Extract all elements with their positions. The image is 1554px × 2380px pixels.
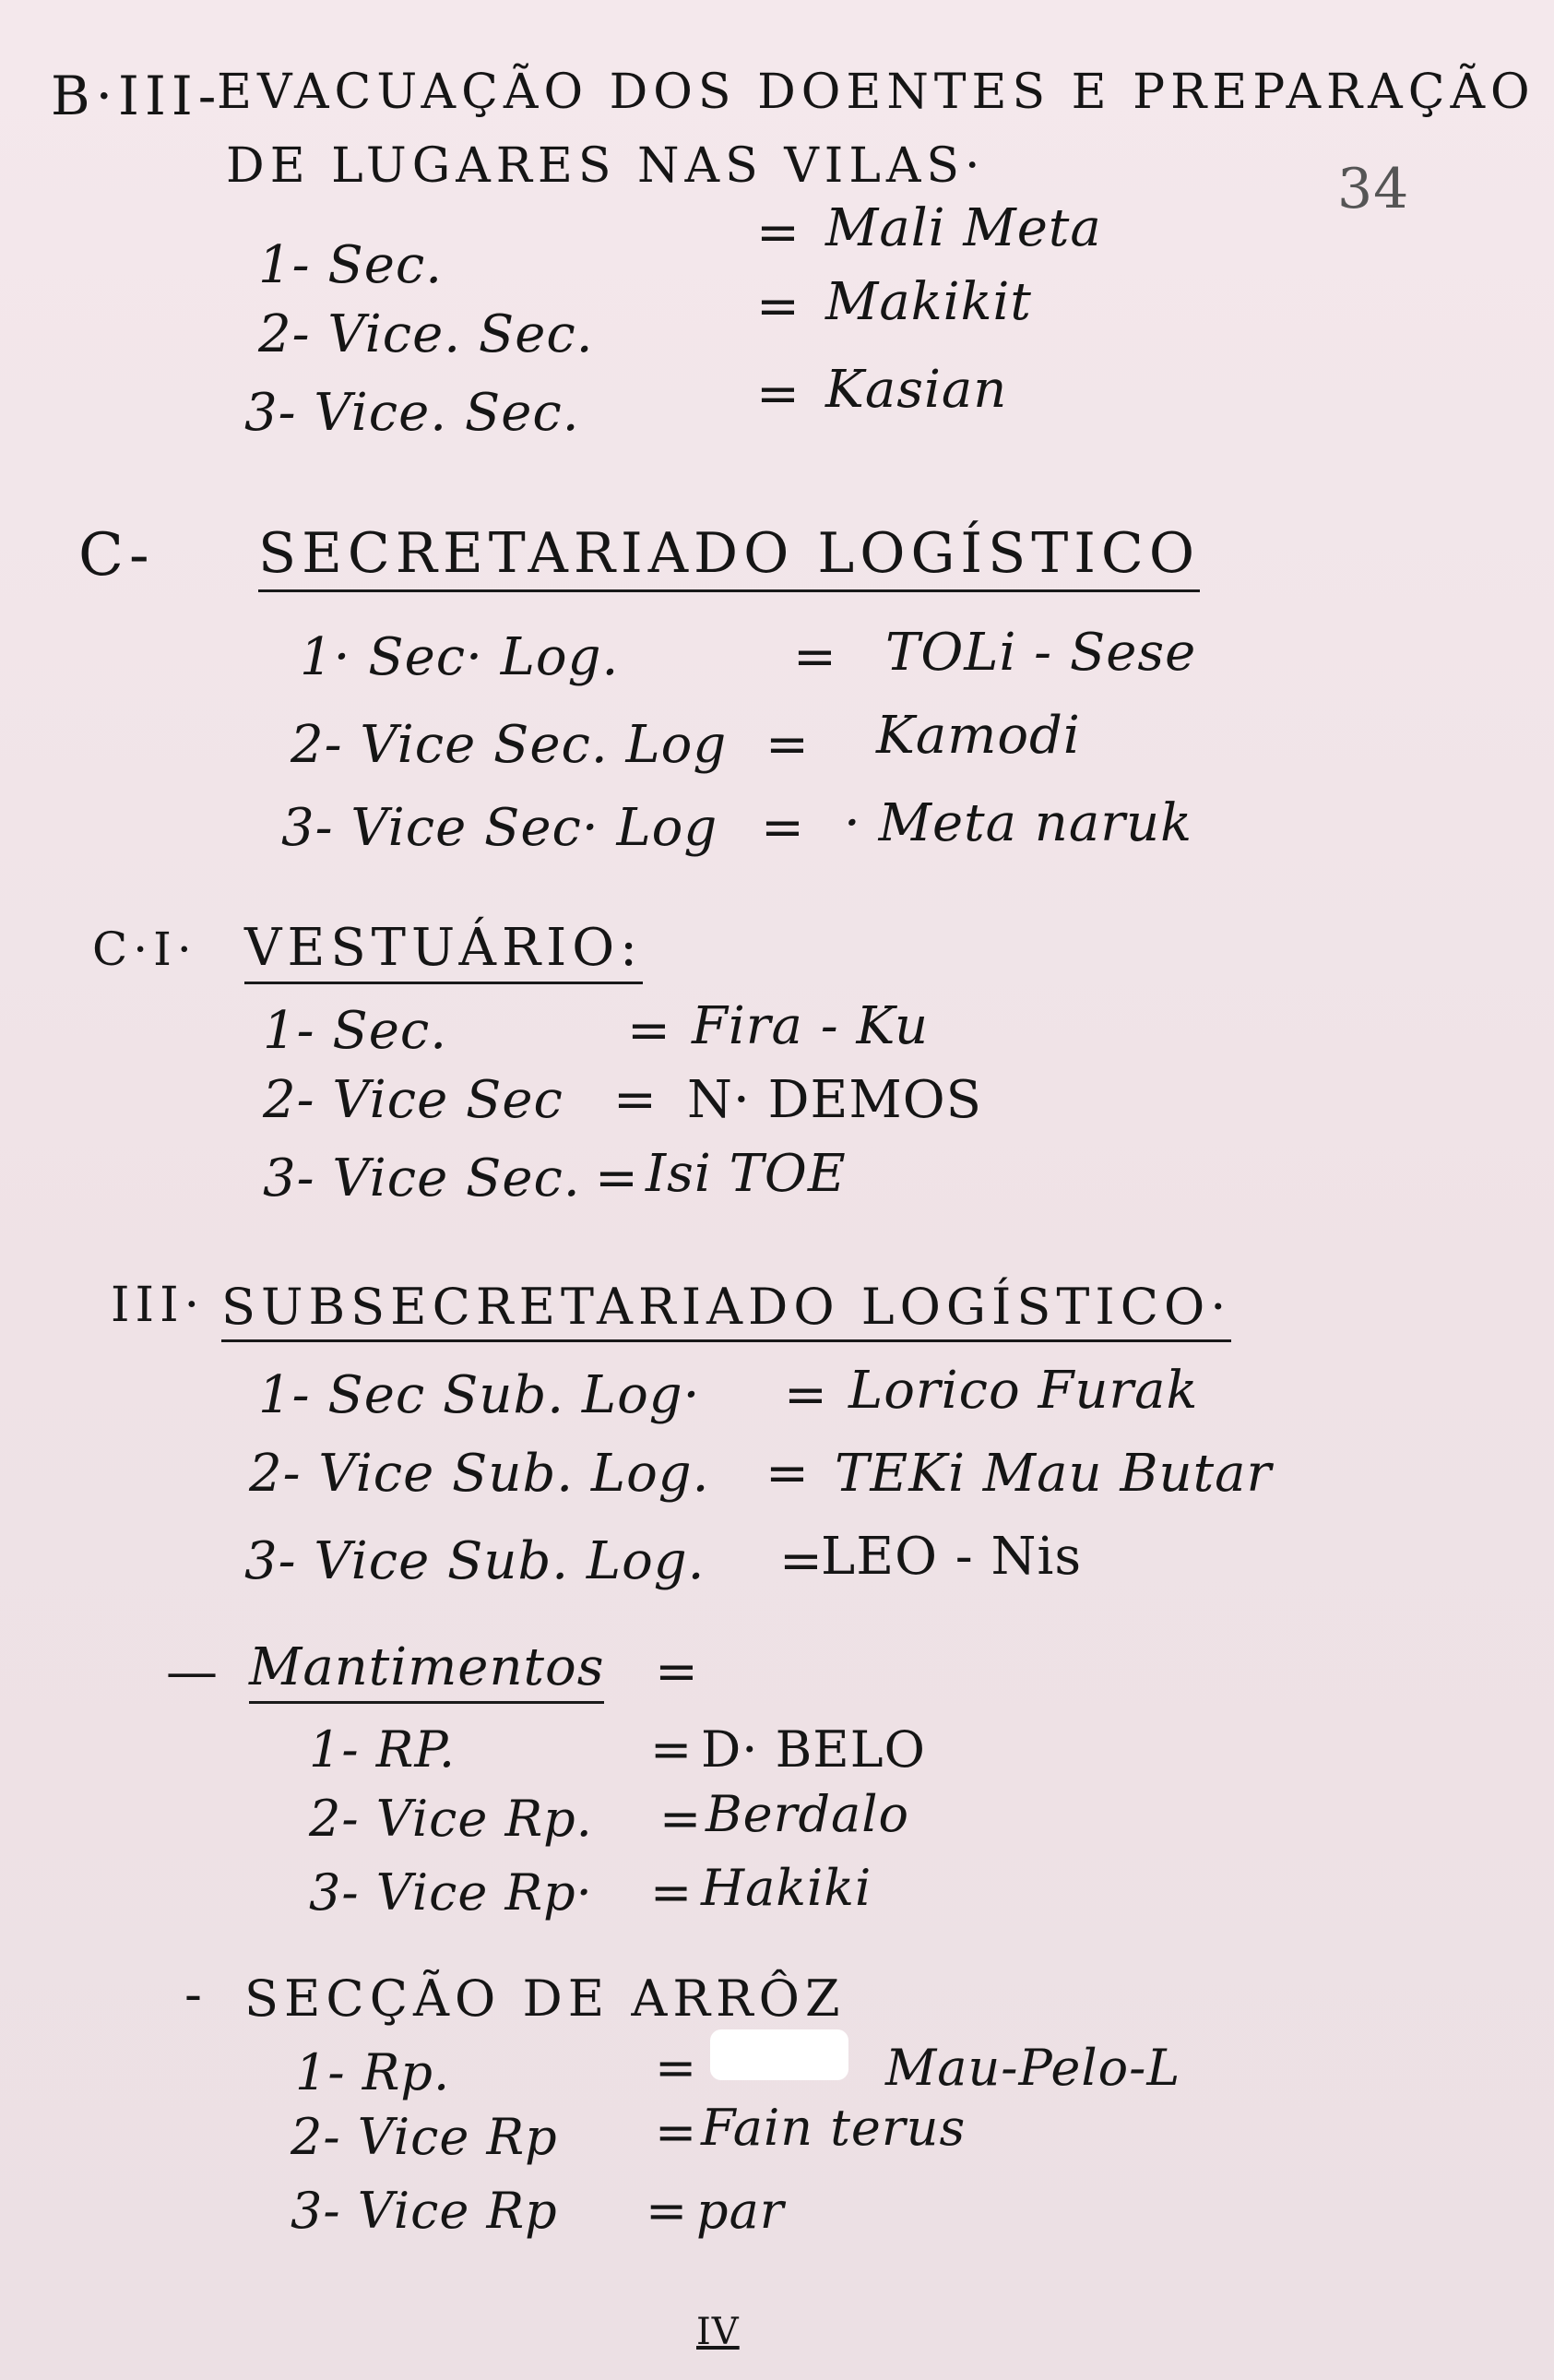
arroz-row2-eq: = [655, 2103, 698, 2161]
c1-row3-eq: = [595, 1148, 639, 1208]
b3-row1-eq: = [756, 203, 801, 263]
mant-row1-role: 1- RP. [309, 1720, 456, 1779]
mantimentos-title: Mantimentos [249, 1637, 604, 1704]
b3-row2-eq: = [756, 277, 801, 337]
b3-row3-name: Kasian [825, 360, 1008, 420]
section-b3-marker: B·III- [51, 65, 222, 127]
c1-row1-eq: = [627, 1001, 671, 1061]
c-row1-name: TOLi - Sese [885, 623, 1197, 683]
iii-row3-name: LEO - Nis [821, 1527, 1083, 1587]
arroz-row3-role: 3- Vice Rp [291, 2182, 558, 2240]
iii-row3-eq: = [779, 1531, 824, 1591]
mant-row3-eq: = [650, 1863, 694, 1922]
c-row3-name: · Meta naruk [844, 793, 1192, 853]
iii-row2-eq: = [765, 1444, 810, 1504]
b3-row2-role: 2- Vice. Sec. [258, 304, 594, 364]
arroz-row1-name: Mau-Pelo-L [885, 2039, 1181, 2097]
arroz-marker: - [184, 1965, 203, 2025]
footer-page-number: IV [696, 2311, 740, 2353]
c1-row2-eq: = [613, 1070, 658, 1130]
c-row3-role: 3- Vice Sec· Log [281, 798, 718, 858]
section-b3-title-line1: EVACUAÇÃO DOS DOENTES E PREPARAÇÃO [217, 65, 1536, 120]
section-b3-title-line2: DE LUGARES NAS VILAS· [226, 138, 986, 194]
iii-row1-eq: = [784, 1365, 828, 1425]
section-c1-marker: C·I· [92, 922, 197, 976]
section-c-title: SECRETARIADO LOGÍSTICO [258, 521, 1200, 592]
c-row2-name: Kamodi [876, 706, 1081, 766]
c-row2-role: 2- Vice Sec. Log [291, 715, 728, 775]
arroz-row1-eq: = [655, 2039, 698, 2097]
iii-row1-name: Lorico Furak [848, 1361, 1199, 1421]
c-row2-eq: = [765, 715, 810, 775]
redaction-mark [710, 2029, 848, 2080]
mant-row2-eq: = [659, 1790, 703, 1848]
arroz-title: SECÇÃO DE ARRÔZ [244, 1969, 846, 2028]
iii-row2-role: 2- Vice Sub. Log. [249, 1444, 710, 1504]
mant-row3-name: Hakiki [701, 1859, 872, 1917]
c-row3-eq: = [761, 798, 805, 858]
iii-row2-name: TEKi Mau Butar [835, 1444, 1273, 1504]
c-row1-role: 1· Sec· Log. [300, 627, 620, 687]
mant-row3-role: 3- Vice Rp· [309, 1863, 593, 1922]
iii-row1-role: 1- Sec Sub. Log· [258, 1365, 701, 1425]
b3-row3-role: 3- Vice. Sec. [244, 383, 580, 443]
arroz-row2-role: 2- Vice Rp [291, 2108, 558, 2166]
section-c1-title: VESTUÁRIO: [244, 918, 643, 984]
section-iii-marker: III· [111, 1278, 206, 1333]
mantimentos-marker: — [166, 1642, 219, 1702]
corner-page-number: 34 [1337, 157, 1410, 221]
iii-row3-role: 3- Vice Sub. Log. [244, 1531, 706, 1591]
arroz-row3-eq: = [646, 2182, 689, 2240]
mant-row1-name: D· BELO [701, 1720, 926, 1779]
mant-row2-role: 2- Vice Rp. [309, 1790, 593, 1848]
c1-row1-name: Fira - Ku [692, 996, 930, 1056]
c1-row1-role: 1- Sec. [263, 1001, 448, 1061]
arroz-row1-role: 1- Rp. [295, 2043, 451, 2101]
b3-row3-eq: = [756, 364, 801, 424]
c-row1-eq: = [793, 627, 837, 687]
mant-row1-eq: = [650, 1720, 694, 1779]
mant-row2-name: Berdalo [706, 1785, 909, 1843]
c1-row3-name: Isi TOE [646, 1144, 847, 1204]
b3-row1-role: 1- Sec. [258, 235, 444, 295]
c1-row2-name: N· DEMOS [687, 1070, 982, 1130]
b3-row1-name: Mali Meta [825, 198, 1102, 258]
arroz-row3-name: par [696, 2182, 785, 2240]
mantimentos-title-eq: = [655, 1642, 699, 1702]
arroz-row2-name: Fain terus [701, 2099, 967, 2157]
section-c-marker: C- [78, 521, 155, 589]
section-iii-title: SUBSECRETARIADO LOGÍSTICO· [221, 1278, 1231, 1342]
c1-row2-role: 2- Vice Sec [263, 1070, 563, 1130]
c1-row3-role: 3- Vice Sec. [263, 1148, 581, 1208]
b3-row2-name: Makikit [825, 272, 1032, 332]
